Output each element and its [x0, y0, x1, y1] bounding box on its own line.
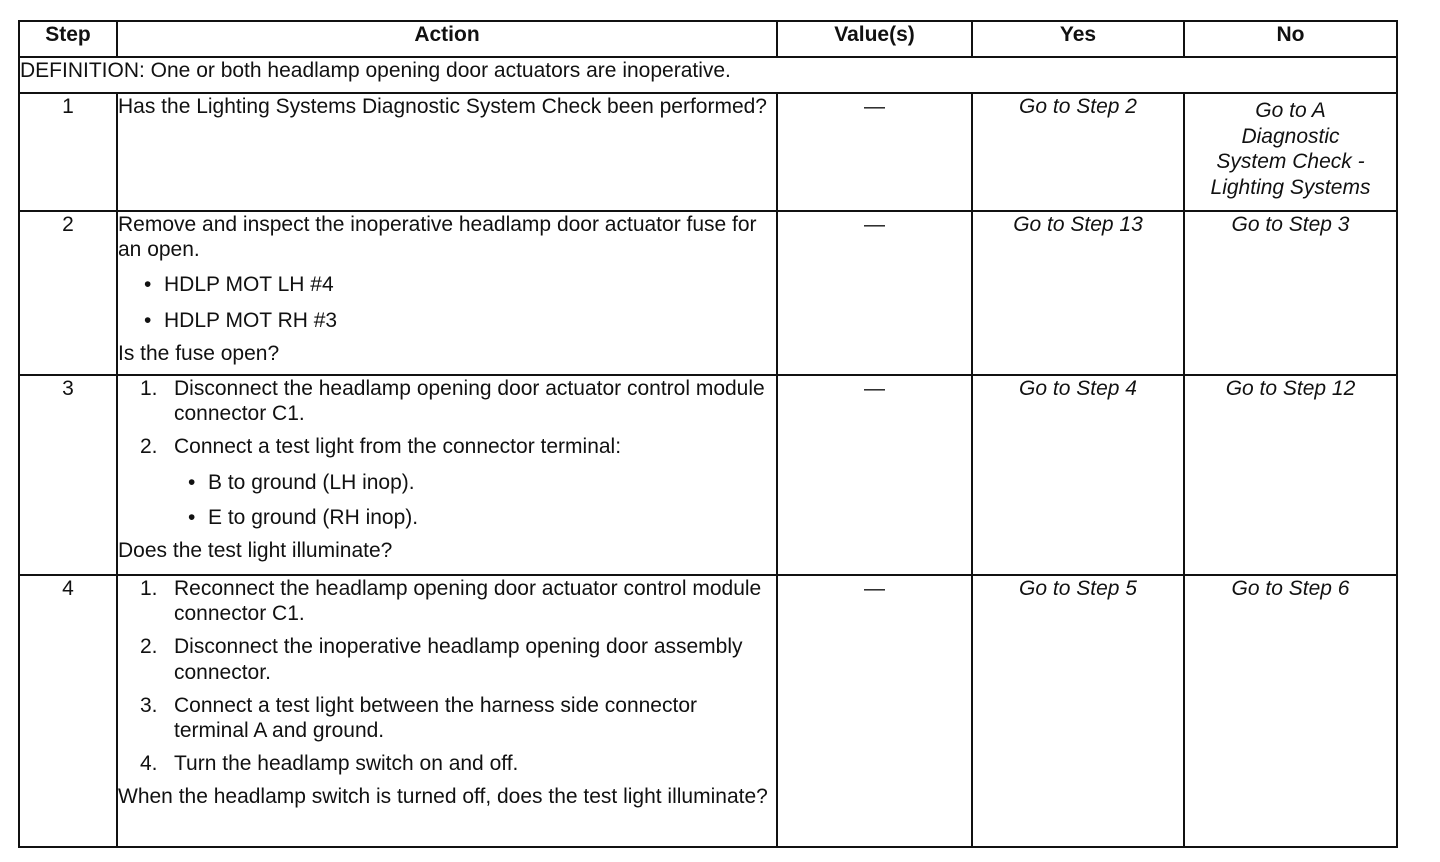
no-link-line: System Check - — [1216, 150, 1365, 174]
definition-row — [19, 57, 1397, 93]
value-cell: — — [777, 93, 972, 211]
no-link-line: Lighting Systems — [1210, 175, 1371, 199]
numbered-item — [118, 751, 776, 776]
action-text: Has the Lighting Systems Diagnostic System Check been performed? — [118, 95, 767, 118]
yes-link[interactable]: Go to Step 13 — [972, 211, 1184, 375]
definition-text: DEFINITION: One or both headlamp opening door actuators are inoperative. — [19, 57, 1397, 93]
numbered-item — [118, 693, 776, 743]
yes-link[interactable]: Go to Step 2 — [972, 93, 1184, 211]
item-text: Reconnect the headlamp opening door actuator control module connector C1. — [174, 577, 762, 626]
header-yes: Yes — [972, 21, 1184, 57]
numbered-item — [118, 634, 776, 684]
no-link[interactable]: Go to Step 12 — [1184, 375, 1397, 575]
numbered-item — [118, 434, 776, 459]
step-number: 1 — [19, 93, 117, 211]
item-number: 1. — [140, 377, 158, 400]
no-link-line: Go to A — [1255, 99, 1326, 122]
item-text: Connect a test light between the harness side connector terminal A and ground. — [174, 693, 697, 742]
action-intro: Remove and inspect the inoperative headlamp door actuator fuse for an open. — [118, 213, 757, 262]
action-cell — [117, 375, 777, 575]
bullet-text: B to ground (LH inop). — [208, 470, 415, 494]
item-text: Turn the headlamp switch on and off. — [174, 752, 519, 776]
action-cell — [117, 211, 777, 375]
header-step: Step — [19, 21, 117, 57]
no-link-line: Diagnostic — [1241, 124, 1340, 148]
item-number: 2. — [140, 635, 158, 659]
action-question: Does the test light illuminate? — [118, 538, 393, 562]
diagnostic-table — [18, 20, 1398, 848]
action-question: When the headlamp switch is turned off, does the test light illuminate? — [118, 785, 768, 809]
bullet-item — [118, 505, 776, 530]
yes-link[interactable]: Go to Step 4 — [972, 375, 1184, 575]
step-number: 4 — [19, 575, 117, 847]
item-text: Disconnect the inoperative headlamp opening door assembly connector. — [174, 635, 743, 684]
table-row — [19, 211, 1397, 375]
item-number: 4. — [140, 752, 158, 776]
table-header-row — [19, 21, 1397, 57]
action-question: Is the fuse open? — [118, 341, 280, 365]
header-no: No — [1184, 21, 1397, 57]
bullet-glyph: • — [188, 470, 196, 494]
bullet-glyph: • — [144, 273, 152, 297]
bullet-item — [118, 308, 776, 333]
step-number: 3 — [19, 375, 117, 575]
item-text: Disconnect the headlamp opening door actuator control module connector C1. — [174, 377, 765, 426]
table-row — [19, 375, 1397, 575]
value-cell: — — [777, 575, 972, 847]
step-number: 2 — [19, 211, 117, 375]
bullet-text: HDLP MOT RH #3 — [164, 308, 338, 332]
header-action: Action — [117, 21, 777, 57]
value-cell: — — [777, 211, 972, 375]
bullet-item — [118, 272, 776, 297]
bullet-text: E to ground (RH inop). — [208, 505, 419, 529]
yes-link[interactable]: Go to Step 5 — [972, 575, 1184, 847]
no-link[interactable]: Go to Step 3 — [1184, 211, 1397, 375]
table-row — [19, 93, 1397, 211]
header-values: Value(s) — [777, 21, 972, 57]
item-number: 1. — [140, 577, 158, 600]
numbered-item — [118, 576, 776, 626]
action-cell — [117, 93, 777, 211]
table-row — [19, 575, 1397, 847]
no-link[interactable] — [1184, 93, 1397, 211]
item-number: 2. — [140, 435, 158, 459]
item-number: 3. — [140, 693, 158, 717]
item-text: Connect a test light from the connector terminal: — [174, 435, 622, 459]
numbered-item — [118, 376, 776, 426]
value-cell: — — [777, 375, 972, 575]
bullet-item — [118, 470, 776, 495]
bullet-glyph: • — [144, 308, 152, 332]
no-link[interactable]: Go to Step 6 — [1184, 575, 1397, 847]
action-cell — [117, 575, 777, 847]
bullet-glyph: • — [188, 505, 196, 529]
bullet-text: HDLP MOT LH #4 — [164, 273, 334, 297]
